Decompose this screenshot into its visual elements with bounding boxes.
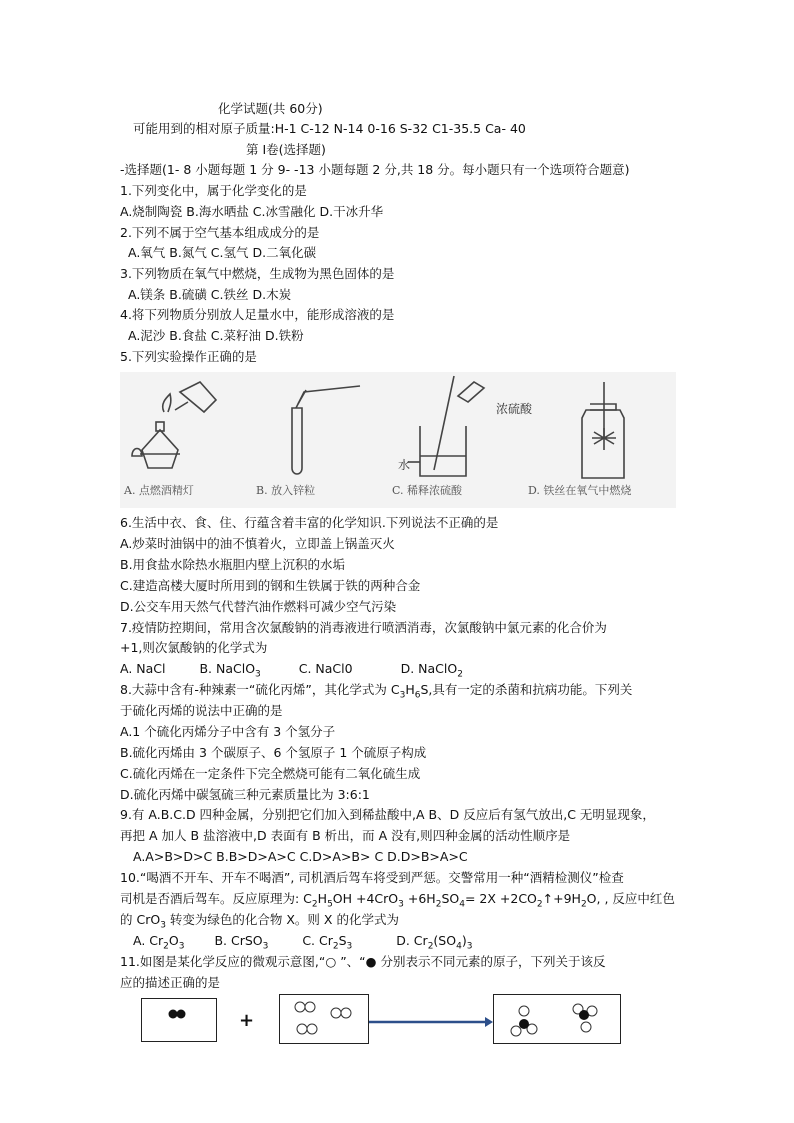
q8-stem-c: S,具有一定的杀菌和抗病功能。下列关: [420, 682, 633, 697]
q10-s2-sub1: 2: [311, 899, 318, 910]
q10-stem-line3: [120, 911, 399, 935]
q8-option-a: A.1 个硫化丙烯分子中含有 3 个氢分子: [120, 724, 336, 739]
q8-stem-line2: 于硫化丙烯的说法中正确的是: [120, 703, 283, 718]
q10-a-1: A. Cr: [133, 933, 164, 948]
q3-options: A.镁条 B.硫磺 C.铁丝 D.木炭: [128, 287, 292, 302]
q10-option-c: [302, 933, 353, 952]
q11-stem-line1: 11.如图是某化学反应的微观示意图,“○ ”、“● 分别表示不同元素的原子，下列关于该反: [120, 954, 606, 969]
q10-s2-b: H: [317, 891, 328, 906]
section-instruction: -选择题(1- 8 小题每题 1 分 9- -13 小题每题 2 分,共 18 分。每小题只有一个选项符合题意): [120, 162, 630, 177]
q6-option-c: C.建造高楼大厦时所用到的钢和生铁属于铁的两种合金: [120, 578, 421, 593]
q10-c-sub1: 2: [332, 941, 339, 952]
q10-d-3: ): [461, 933, 467, 948]
q7-option-b-sub: 3: [255, 669, 261, 680]
q8-sub-1: 3: [399, 690, 406, 701]
q10-s2-e: SO: [441, 891, 460, 906]
atomic-masses: 可能用到的相对原子质量:H-1 C-12 N-14 0-16 S-32 C1-35.5 Ca- 40: [133, 121, 526, 136]
q4-options: A.泥沙 B.食盐 C.菜籽油 D.铁粉: [128, 328, 304, 343]
product-molecules-icon: [494, 995, 620, 1043]
reactant-box-1: [141, 998, 217, 1042]
q1-options: A.烧制陶瓷 B.海水晒盐 C.冰雪融化 D.干冰升华: [120, 204, 384, 219]
q11-stem-line2: 应的描述正确的是: [120, 975, 221, 990]
q6-option-b: B.用食盐水除热水瓶胆内壁上沉积的水垢: [120, 557, 346, 572]
q9-options: A.A>B>D>C B.B>D>A>C C.D>A>B> C D.D>B>A>C: [133, 849, 468, 864]
q7-stem-line2: +1,则次氯酸钠的化学式为: [120, 640, 268, 655]
black-atom-pair-icon: [142, 999, 216, 1041]
q7-option-d-text: D. NaClO: [400, 661, 458, 676]
q7-options: [120, 660, 463, 684]
q10-s2-g: ↑+9H: [542, 891, 581, 906]
q6-stem: 6.生活中衣、食、住、行蕴含着丰富的化学知识.下列说法不正确的是: [120, 515, 499, 530]
q7-stem-line1: 7.疫情防控期间，常用含次氯酸钠的消毒液进行喷洒消毒，次氯酸钠中氯元素的化合价为: [120, 620, 607, 635]
q2-options: A.氧气 B.氮气 C.氢气 D.二氧化碳: [128, 245, 317, 260]
q5-figure: [120, 372, 676, 508]
q10-s2-c: OH +4CrO: [332, 891, 399, 906]
q10-option-b: [214, 933, 269, 952]
q10-s3-a: 的 CrO: [120, 912, 161, 927]
q10-d-2: (SO: [433, 933, 457, 948]
q10-s2-sub5: 4: [459, 899, 465, 910]
reaction-arrow-icon: [369, 1016, 493, 1028]
q1-stem: 1.下列变化中，属于化学变化的是: [120, 183, 307, 198]
q2-stem: 2.下列不属于空气基本组成成分的是: [120, 225, 320, 240]
q10-s2-sub3: 3: [398, 899, 404, 910]
exam-title: 化学试题(共 60分): [218, 101, 323, 116]
fig-label-a: A. 点燃酒精灯: [124, 484, 194, 497]
q10-s2-a: 司机是否酒后驾车。反应原理为: C: [120, 891, 312, 906]
q8-stem-line1: [120, 681, 632, 705]
q10-s3-sub1: 3: [160, 920, 166, 931]
q3-stem: 3.下列物质在氧气中燃烧，生成物为黑色固体的是: [120, 266, 395, 281]
q10-a-sub2: 3: [178, 941, 185, 952]
q10-s2-sub4: 2: [435, 899, 442, 910]
q7-option-a: A. NaCl: [120, 661, 166, 676]
water-label: 水: [398, 458, 411, 472]
q10-stem-line1: 10.“喝酒不开车、开车不喝酒”, 司机酒后驾车将受到严惩。交警常用一种“酒精检测仪”检查: [120, 870, 624, 885]
q9-stem-line2: 再把 A 加人 B 盐溶液中,D 表面有 B 析出，而 A 没有,则四种金属的活动性顺序是: [120, 828, 571, 843]
q10-c-sub2: 3: [346, 941, 353, 952]
section-title: 第 I卷(选择题): [246, 142, 326, 157]
q5-stem: 5.下列实验操作正确的是: [120, 349, 257, 364]
fig-label-d: D. 铁丝在氧气中燃烧: [528, 484, 632, 497]
q10-a-sub1: 2: [163, 941, 169, 952]
acid-label: 浓硫酸: [496, 402, 533, 416]
q8-option-c: C.硫化丙烯在一定条件下完全燃烧可能有二氧化硫生成: [120, 766, 421, 781]
q10-c-2: S: [338, 933, 347, 948]
q6-option-d: D.公交车用天然气代替汽油作燃料可减少空气污染: [120, 599, 397, 614]
q7-option-b: [199, 661, 261, 680]
q10-b-1: B. CrSO: [214, 933, 263, 948]
q10-s2-h: O, , 反应中红色: [586, 891, 675, 906]
q10-d-1: D. Cr: [396, 933, 428, 948]
q10-d-sub2: 4: [456, 941, 462, 952]
fig-label-c: C. 稀释浓硫酸: [392, 484, 463, 497]
q8-option-d: D.硫化丙烯中碳氢硫三种元素质量比为 3:6:1: [120, 787, 370, 802]
q10-option-a: [133, 933, 185, 952]
q10-a-2: O: [168, 933, 179, 948]
q10-d-sub1: 2: [427, 941, 434, 952]
q8-stem-b: H: [405, 682, 415, 697]
q10-stem-line2: [120, 890, 675, 914]
q10-b-sub1: 3: [262, 941, 269, 952]
q10-s2-sub2: 5: [327, 899, 333, 910]
fig-label-b: B. 放入锌粒: [256, 484, 316, 497]
q10-option-d: [396, 933, 473, 952]
q7-option-d-sub: 2: [457, 669, 463, 680]
q8-stem-a: 8.大蒜中含有-种辣素一“硫化丙烯”，其化学式为 C: [120, 682, 400, 697]
product-box: [493, 994, 621, 1044]
q10-s2-sub7: 2: [580, 899, 587, 910]
plus-sign: +: [239, 1010, 255, 1031]
q10-s3-b: 转变为绿色的化合物 X。则 X 的化学式为: [165, 912, 399, 927]
q6-option-a: A.炒菜时油锅中的油不慎着火，立即盖上锅盖灭火: [120, 536, 395, 551]
q8-sub-2: 6: [414, 690, 421, 701]
q10-d-sub3: 3: [466, 941, 473, 952]
q10-options: [133, 932, 472, 956]
white-atom-pairs-icon: [280, 995, 368, 1043]
q10-s2-d: +6H: [403, 891, 436, 906]
q8-option-b: B.硫化丙烯由 3 个碳原子、6 个氢原子 1 个硫原子构成: [120, 745, 427, 760]
q7-option-d: [400, 661, 463, 680]
reactant-box-2: [279, 994, 369, 1044]
q4-stem: 4.将下列物质分别放人足量水中，能形成溶液的是: [120, 307, 395, 322]
q10-s2-f: = 2X +2CO: [464, 891, 537, 906]
q9-stem-line1: 9.有 A.B.C.D 四种金属，分别把它们加入到稀盐酸中,A B、D 反应后有氢气放出,C 无明显现象，: [120, 807, 655, 822]
q7-option-c: C. NaCl0: [298, 661, 353, 676]
q7-option-b-text: B. NaClO: [199, 661, 256, 676]
q10-c-1: C. Cr: [302, 933, 333, 948]
q10-s2-sub6: 2: [536, 899, 543, 910]
